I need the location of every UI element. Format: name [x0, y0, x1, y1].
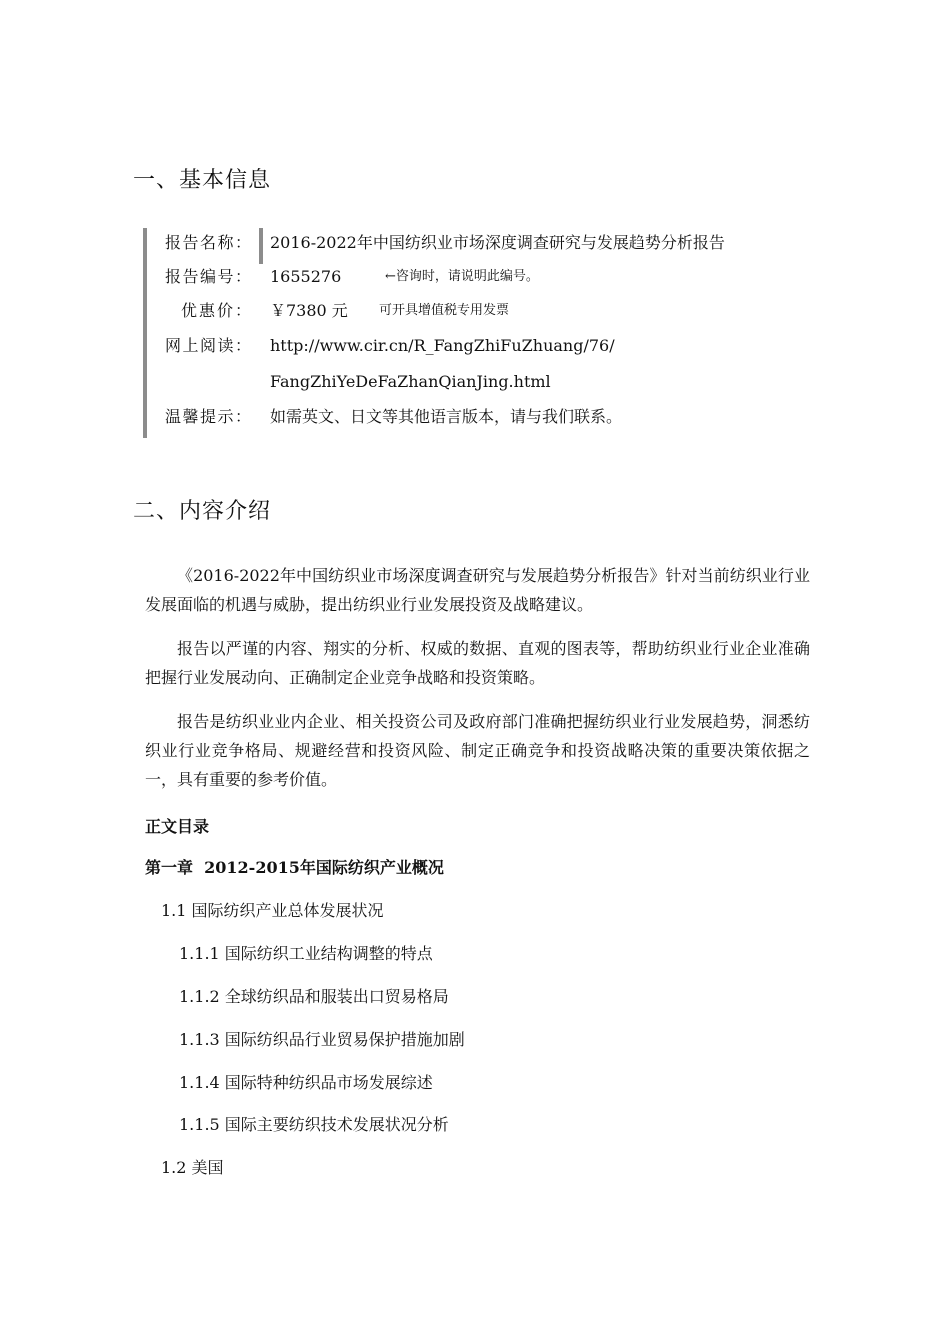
toc-item: 1.1 国际纺织产业总体发展状况 — [161, 901, 384, 920]
toc-item: 1.2 美国 — [161, 1158, 224, 1177]
toc-item: 1.1.2 全球纺织品和服装出口贸易格局 — [179, 987, 449, 1006]
intro-paragraph-3: 报告是纺织业业内企业、相关投资公司及政府部门准确把握纺织业行业发展趋势，洞悉纺织业行业竞争格局、规避经营和投资风险、制定正确竞争和投资战略决策的重要决策依据之一，具有重要的参考价值。 — [145, 712, 810, 789]
toc-item: 1.1.4 国际特种纺织品市场发展综述 — [179, 1073, 433, 1092]
report-id-label: 报告编号： — [165, 267, 251, 286]
intro-paragraph-1: 《2016-2022年中国纺织业市场深度调查研究与发展趋势分析报告》针对当前纺织业行业发展面临的机遇与威胁，提出纺织业行业发展投资及战略建议。 — [145, 566, 810, 614]
report-name-label: 报告名称： — [165, 233, 251, 252]
price-value: ￥7380 元 — [270, 301, 348, 320]
section-heading-basic-info: 一、基本信息 — [133, 168, 272, 193]
report-name-value: 2016-2022年中国纺织业市场深度调查研究与发展趋势分析报告 — [270, 233, 725, 252]
online-read-url-line1[interactable]: http://www.cir.cn/R_FangZhiFuZhuang/76/ — [270, 336, 615, 355]
online-read-row-cont — [143, 367, 843, 397]
intro-paragraph-2: 报告以严谨的内容、翔实的分析、权威的数据、直观的图表等，帮助纺织业行业企业准确把握行业发展动向、正确制定企业竞争战略和投资策略。 — [145, 639, 810, 687]
report-name-marker — [259, 228, 263, 264]
report-name-row — [143, 228, 843, 258]
online-read-row — [143, 331, 843, 361]
toc-item: 1.1.3 国际纺织品行业贸易保护措施加剧 — [179, 1030, 465, 1049]
toc-title: 正文目录 — [145, 817, 210, 836]
report-id-value: 1655276 — [270, 267, 342, 286]
price-note: 可开具增值税专用发票 — [379, 303, 510, 318]
section-heading-content: 二、内容介绍 — [133, 499, 272, 524]
price-row — [143, 296, 843, 326]
price-label: 优惠价： — [181, 301, 251, 320]
basic-info-box — [143, 228, 843, 438]
report-id-row — [143, 262, 843, 292]
tip-value: 如需英文、日文等其他语言版本，请与我们联系。 — [270, 407, 623, 426]
toc-item: 1.1.5 国际主要纺织技术发展状况分析 — [179, 1115, 449, 1134]
toc-item: 1.1.1 国际纺织工业结构调整的特点 — [179, 944, 433, 963]
tip-label: 温馨提示： — [165, 407, 251, 426]
online-read-label: 网上阅读： — [165, 336, 251, 355]
tip-row — [143, 402, 843, 432]
report-id-note: ←咨询时，请说明此编号。 — [385, 269, 539, 284]
online-read-url-line2[interactable]: FangZhiYeDeFaZhanQianJing.html — [270, 372, 551, 391]
toc-chapter-1: 第一章 2012-2015年国际纺织产业概况 — [145, 858, 444, 877]
